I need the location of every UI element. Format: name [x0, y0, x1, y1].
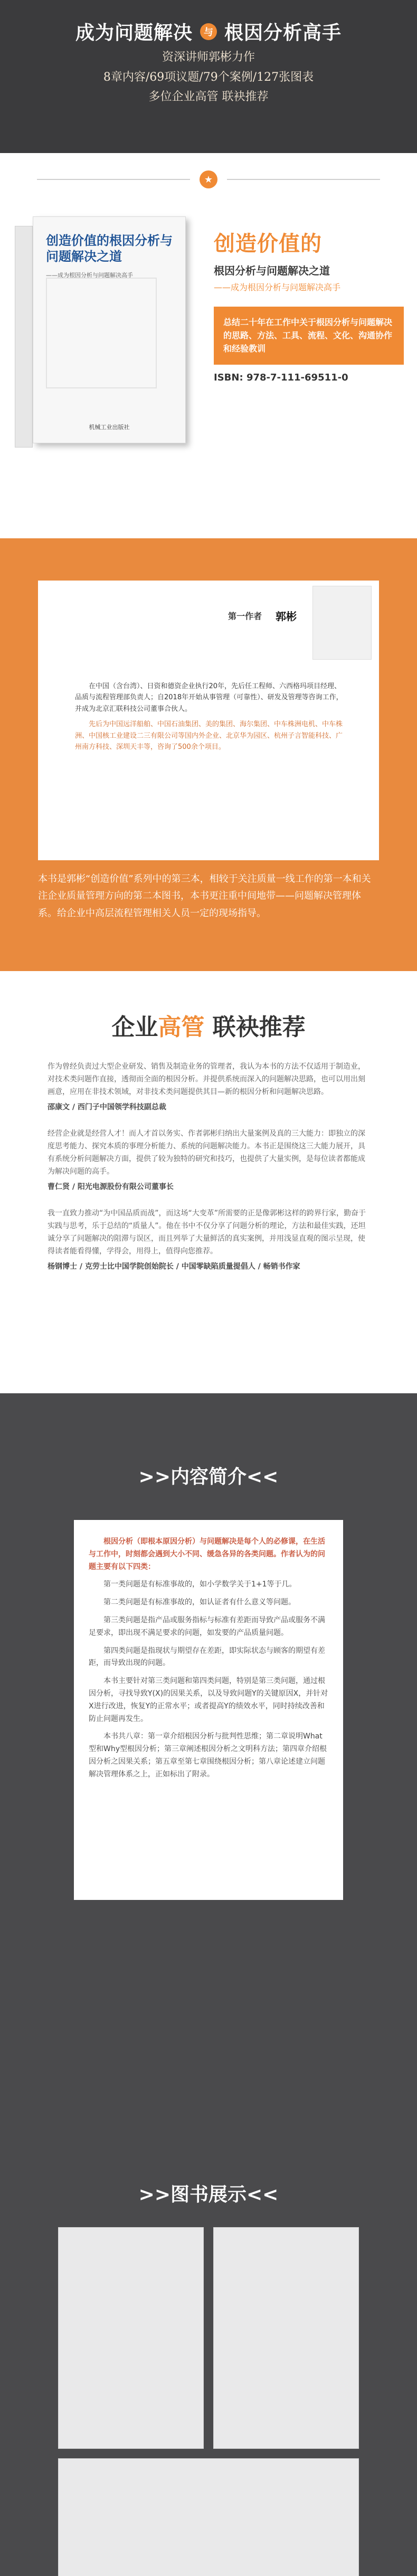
intro-paragraph: 第一类问题是有标准事故的，如小学数学关于1+1等于几。	[103, 1580, 297, 1589]
author-photo	[312, 586, 372, 660]
endorse-item	[48, 1128, 369, 1194]
header-subtitle-3: 多位企业高管 联袂推荐	[148, 90, 269, 103]
author-bio-paragraph-1: 在中国（含台湾）、日资和德资企业执行20年，先后任工程师、六西格玛项目经理、品质与流程管理部负责人；自2018年开始从事管理（可靠性）、研发及管理等咨询工作，并成为北京汇联科技公司董事合伙人。	[75, 682, 343, 713]
intro-paragraph: 本书共八章：第一章介绍根因分析与批判性思维；第二章说明What型和Why型根因分析；第三章阐述根因分析之文明科方法；第四章介绍根因分析之因果关系；第五章至第七章围绕根因分析；第八章论述建立问题解决管理体系之上，正如标出了附录。	[89, 1732, 327, 1779]
header-title-row	[0, 18, 417, 45]
book-photo-1	[58, 2227, 204, 2449]
author-top	[38, 581, 379, 639]
endorse-list	[48, 1061, 369, 1287]
book-isbn-label: ISBN:	[214, 372, 243, 384]
endorse-heading-right: 联袂推荐	[212, 1014, 306, 1041]
author-intro: 本书是郭彬“创造价值”系列中的第三本，相较于关注质量一线工作的第一本和关注企业质量管理方向的第二本图书，本书更注重中间地带——问题解决管理体系。给企业中高层流程管理相关人员一定的现场指导。	[38, 873, 371, 919]
images-grid	[58, 2227, 359, 2576]
book-photo-2	[213, 2227, 359, 2449]
book-info-text	[214, 227, 404, 383]
header-subtitle-2: 8章内容/69项议题/79个案例/127张图表	[103, 70, 314, 84]
endorse-by: 曹仁贤 / 阳光电源股份有限公司董事长	[48, 1183, 174, 1192]
images-section	[0, 2127, 417, 2576]
book-info-big-title: 创造价值的	[214, 232, 322, 256]
header	[0, 0, 417, 153]
divider-star-icon: ★	[200, 170, 217, 188]
endorse-section	[0, 971, 417, 1393]
intro-heading: >>内容简介<<	[138, 1466, 279, 1488]
book-info-tagline: ——成为根因分析与问题解决高手	[214, 282, 341, 292]
header-subtitle-1: 资深讲师郭彬力作	[162, 51, 255, 64]
cover-title: 创造价值的根因分析与问题解决之道	[46, 233, 173, 264]
cover-illustration-image	[46, 278, 157, 388]
endorse-text: 我一直致力推动“为中国品质而战”，而这场“大变革”所需要的正是像郭彬这样的跨界行家，勤奋于实践与思考，乐于总结的“质量人”。他在书中不仅分享了问题分析的理论，方法和最佳实践，还坦诚分享了问题解决的阻滞与误区，而且列举了大量鲜活的真实案例，并用浅显直观的图示呈现，使得读者能看得懂，学得会，用得上，值得向您推荐。	[48, 1209, 366, 1256]
intro-paragraph: 本书主要针对第三类问题和第四类问题，特别是第三类问题，通过根因分析，寻找导致Y(X)的因果关系，以及导致问题Y的关键原因X，并针对X进行改进，恢复Y的正常水平；或者提高Y的绩效水平，同时持续改善和防止问题再发生。	[89, 1677, 328, 1723]
intro-paragraph	[89, 1536, 328, 1573]
images-heading: >>图书展示<<	[138, 2184, 279, 2206]
book-isbn-value: 978-7-111-69511-0	[246, 372, 348, 384]
cover-subtitle-text: ——成为根因分析与问题解决高手	[46, 272, 133, 279]
book-3d-cover	[15, 216, 189, 449]
book-info-highlight-box: 总结二十年在工作中关于根因分析与问题解决的思路、方法、工具、流程、文化、沟通协作和经验教训	[214, 307, 404, 365]
intro-card	[74, 1520, 343, 1900]
header-title-badge: 与	[200, 23, 217, 40]
divider-line-right	[227, 179, 380, 180]
cover-publisher: 机械工业出版社	[89, 424, 130, 431]
endorse-heading	[79, 1008, 338, 1042]
intro-paragraph: 第二类问题是有标准事故的，如认证者有什么意义等问题。	[103, 1598, 296, 1607]
intro-paragraph: 第三类问题是指产品或服务指标与标准有差距而导致产品或服务不满足要求，即出现不满足要求的问题，如发要的产品质量问题。	[89, 1615, 325, 1637]
book-info-section	[0, 206, 417, 538]
book-spine	[15, 226, 33, 448]
endorse-item	[48, 1061, 369, 1114]
header-title-right: 根因分析高手	[224, 22, 342, 44]
endorse-heading-highlight: 高管	[158, 1014, 205, 1041]
author-section	[0, 538, 417, 971]
author-card	[38, 581, 379, 860]
section-divider	[0, 153, 417, 206]
book-isbn	[214, 372, 404, 383]
author-bio	[75, 681, 344, 757]
endorse-by: 邵康文 / 西门子中国领学科技副总裁	[48, 1103, 166, 1112]
endorse-heading-left: 企业	[111, 1014, 158, 1041]
endorse-by: 杨钢博士 / 克劳士比中国学院创始院长 / 中国零缺陷质量提倡人 / 畅销书作家	[48, 1262, 300, 1271]
author-name: 郭彬	[276, 610, 297, 623]
author-label: 第一作者	[228, 611, 262, 621]
divider-line-left	[37, 179, 190, 180]
endorse-text: 作为曾经负责过大型企业研发、销售及制造业务的管理者，我认为本书的方法不仅适用于制造业，对技术类问题作直接，透彻而全面的根因分析。并提供系统而深入的问题解决思路，也可以用出刻画意，应用在非技术领域，对非技术类问题提供其目—新的根因分析和问题解决思路。	[48, 1062, 365, 1096]
intro-section	[0, 1393, 417, 2127]
intro-paragraph: 第四类问题是指现状与期望存在差距，即实际状态与顾客的期望有差距，而导致出现的问题。	[89, 1646, 325, 1668]
author-bio-paragraph-2: 先后为中国远洋船舶、中国石油集团、美的集团、海尔集团、中车株洲电机、中车株洲、中国核工业建设二三有限公司等国内外企业、北京华为园区、杭州子言智能科技、广州南方科技、深圳天丰等，咨询了500余个项目。	[75, 720, 343, 752]
book-cover	[33, 216, 186, 443]
intro-paragraph-0: 根因分析（即根本原因分析）与问题解决是每个人的必修课，在生活与工作中，时刻都会遇到大小不同、缓急各异的各类问题。作者认为的问题主要有以下四类：	[89, 1537, 325, 1571]
book-info-subtitle: 根因分析与问题解决之道	[214, 264, 330, 277]
endorse-item	[48, 1208, 369, 1273]
endorse-text: 经营企业就是经营人才！而人才首以务实、作者郭彬归纳出大量案例及真的三大能力：即独立的深度思考能力、探究本质的事理分析能力、系统的问题解决能力。本书正是围绕这三大能力展开，具有系统分析问题解决方面，提供了较为独特的研究和技巧，也提供了大量实例，是每位读者都能成为解决问题的高手。	[48, 1129, 365, 1176]
header-title-left: 成为问题解决	[75, 22, 193, 44]
book-photo-3	[58, 2458, 359, 2576]
